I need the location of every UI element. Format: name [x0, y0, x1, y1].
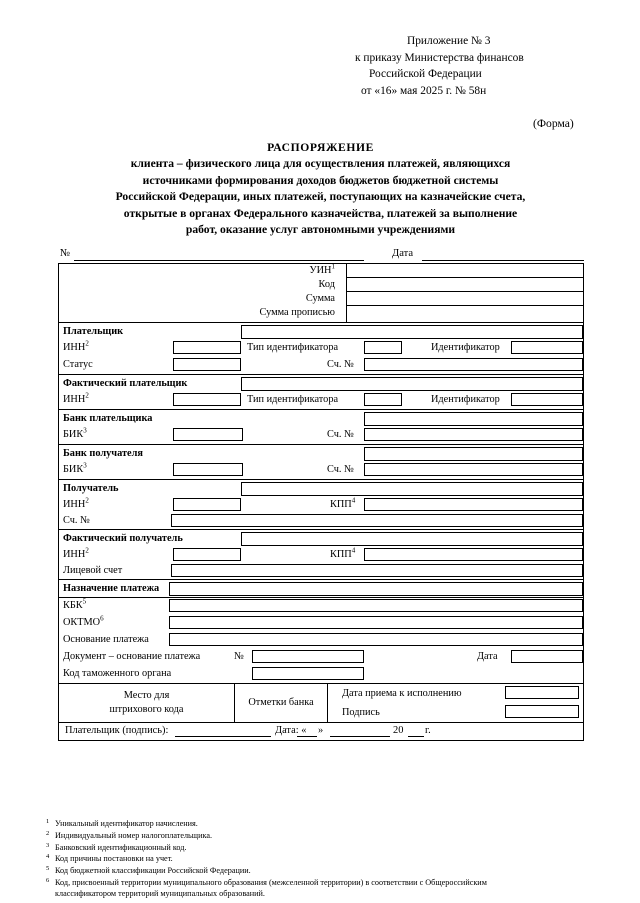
codes-band	[59, 598, 583, 684]
marks-band	[59, 684, 583, 723]
payer-inn-label: ИНН$^2$	[63, 339, 89, 353]
actual-payer-id-type-label: Тип идентификатора	[247, 394, 339, 405]
payer-signature-input[interactable]	[175, 736, 271, 737]
code-label: Код	[318, 279, 335, 290]
payer-inn-row	[59, 340, 583, 357]
signature-year-input[interactable]	[408, 736, 424, 737]
payment-order-table	[58, 263, 584, 741]
actual-payer-band	[59, 375, 583, 410]
footnote-6-marker: 6	[46, 876, 50, 884]
oktmo-row	[59, 615, 583, 632]
customs-code-input[interactable]	[252, 667, 364, 680]
actual-payer-inn-label: ИНН$^2$	[63, 391, 89, 405]
barcode-line-1: Место для	[123, 690, 170, 701]
payer-account-label: Сч. №	[327, 359, 354, 370]
payer-name-input[interactable]	[241, 325, 583, 339]
footnote-6	[46, 877, 594, 900]
actual-payer-id-type-input[interactable]	[364, 393, 402, 406]
title-sub-1: клиента – физического лица для осуществления платежей, являющихся	[130, 157, 511, 171]
footnote-3-text: Банковский идентификационный код.	[55, 842, 187, 852]
payer-bank-name-input[interactable]	[364, 412, 583, 426]
appendix-header	[355, 33, 605, 99]
recipient-bank-account-input[interactable]	[364, 463, 583, 476]
footnote-4-text: Код причины постановки на учет.	[55, 854, 173, 864]
actual-recipient-inn-input[interactable]	[173, 548, 241, 561]
footnote-6-text-cont: классификатором территорий муниципальных образований.	[55, 889, 265, 899]
doc-number-input[interactable]	[252, 650, 364, 663]
payer-title: Плательщик	[63, 326, 124, 337]
document-date-label: Дата	[392, 248, 414, 259]
recipient-account-input[interactable]	[171, 514, 583, 527]
payer-bank-bik-input[interactable]	[173, 428, 243, 441]
title-sub-2: источниками формирования доходов бюджетов бюджетной системы	[142, 173, 499, 187]
appendix-line-3: Российской Федерации	[369, 68, 482, 80]
payer-identifier-input[interactable]	[511, 341, 583, 354]
footnote-6-text: Код, присвоенный территории муниципального образования (межселенной территории) в соответствии с Общероссийским	[55, 877, 487, 887]
actual-recipient-personal-account-input[interactable]	[171, 564, 583, 577]
payer-title-row	[59, 323, 583, 340]
barcode-placeholder	[59, 684, 235, 722]
recipient-bank-bik-label: БИК$^3$	[63, 461, 87, 475]
doc-date-label: Дата	[477, 651, 498, 662]
recipient-inn-label: ИНН$^2$	[63, 496, 89, 510]
acceptance-signature-input[interactable]	[505, 705, 579, 718]
recipient-title: Получатель	[63, 483, 119, 494]
basis-input[interactable]	[169, 633, 583, 646]
basis-label: Основание платежа	[63, 634, 149, 645]
kbk-input[interactable]	[169, 599, 583, 612]
payer-status-row	[59, 357, 583, 374]
code-input[interactable]	[346, 278, 583, 292]
payer-bank-bik-label: БИК$^3$	[63, 426, 87, 440]
amount-label: Сумма	[305, 293, 335, 304]
footnote-5	[46, 865, 594, 876]
doc-number-label: №	[234, 651, 244, 662]
footnote-3	[46, 842, 594, 853]
actual-recipient-inn-label: ИНН$^2$	[63, 546, 89, 560]
footnote-5-marker: 5	[46, 865, 50, 873]
signature-year-prefix: 20	[393, 725, 404, 736]
recipient-bank-bik-input[interactable]	[173, 463, 243, 476]
appendix-line-4: от «16» мая 2025 г. № 58н	[361, 84, 487, 97]
amount-in-words-input[interactable]	[346, 306, 583, 322]
doc-basis-row	[59, 649, 583, 666]
payer-status-input[interactable]	[173, 358, 241, 371]
payer-band	[59, 323, 583, 375]
acceptance-signature-row	[328, 703, 583, 722]
recipient-kpp-input[interactable]	[364, 498, 583, 511]
actual-payer-title: Фактический плательщик	[63, 378, 188, 389]
oktmo-input[interactable]	[169, 616, 583, 629]
recipient-band	[59, 480, 583, 530]
barcode-line-2: штрихового кода	[109, 704, 184, 715]
recipient-bank-title: Банк получателя	[63, 448, 143, 459]
footnote-2	[46, 830, 594, 841]
form-word: (Форма)	[533, 117, 574, 130]
recipient-bank-account-label: Сч. №	[327, 464, 354, 475]
payer-signature-label: Плательщик (подпись):	[65, 725, 169, 736]
customs-code-row	[59, 666, 583, 683]
bank-marks-label: Отметки банка	[248, 697, 314, 708]
footnote-4-marker: 4	[46, 853, 50, 861]
acceptance-date-row	[328, 684, 583, 703]
kbk-row	[59, 598, 583, 615]
amount-in-words-label: Сумма прописью	[259, 307, 335, 318]
acceptance-date-label: Дата приема к исполнению	[342, 688, 462, 699]
footnote-3-marker: 3	[46, 841, 50, 849]
footnote-1-text: Уникальный идентификатор начисления.	[55, 819, 198, 828]
footnote-4	[46, 853, 594, 864]
actual-payer-name-input[interactable]	[241, 377, 583, 391]
actual-recipient-personal-account-row	[59, 563, 583, 579]
amount-band	[59, 264, 583, 323]
purpose-title: Назначение платежа	[63, 583, 160, 594]
payer-id-type-input[interactable]	[364, 341, 402, 354]
payer-bank-band	[59, 410, 583, 445]
recipient-account-label: Сч. №	[63, 515, 90, 526]
signature-year-suffix: г.	[425, 725, 431, 736]
uin-input[interactable]	[346, 264, 583, 278]
acceptance-cell	[328, 684, 583, 722]
title-sub-5: работ, оказание услуг автономными учреждениями	[185, 223, 456, 237]
payer-id-type-label: Тип идентификатора	[247, 342, 339, 353]
kbk-label: КБК$^5$	[63, 597, 87, 611]
footnote-5-text: Код бюджетной классификации Российской Федерации.	[55, 866, 251, 876]
uin-label: УИН$^1$	[309, 262, 335, 276]
recipient-inn-input[interactable]	[173, 498, 241, 511]
basis-row	[59, 632, 583, 649]
customs-code-label: Код таможенного органа	[63, 668, 172, 679]
signature-quote-close: »	[318, 725, 324, 736]
amount-input[interactable]	[346, 292, 583, 306]
recipient-title-row	[59, 480, 583, 497]
recipient-name-input[interactable]	[241, 482, 583, 496]
actual-recipient-title: Фактический получатель	[63, 533, 183, 544]
recipient-bank-name-input[interactable]	[364, 447, 583, 461]
signature-day-input[interactable]	[297, 736, 317, 737]
payer-inn-input[interactable]	[173, 341, 241, 354]
actual-payer-title-row	[59, 375, 583, 392]
purpose-title-band	[59, 580, 583, 598]
document-number-date-line	[58, 247, 584, 262]
actual-recipient-band	[59, 530, 583, 580]
document-number-input[interactable]	[74, 260, 364, 261]
payer-account-input[interactable]	[364, 358, 583, 371]
signature-month-input[interactable]	[330, 736, 390, 737]
payer-bank-account-input[interactable]	[364, 428, 583, 441]
payer-status-label: Статус	[63, 359, 93, 370]
actual-recipient-title-row	[59, 530, 583, 547]
payer-bank-bik-row	[59, 427, 583, 444]
purpose-input[interactable]	[169, 582, 583, 596]
footnote-1-marker: 1	[46, 818, 50, 825]
actual-recipient-kpp-label: КПП$^4$	[330, 546, 356, 560]
recipient-kpp-label: КПП$^4$	[330, 496, 356, 510]
footnote-2-marker: 2	[46, 829, 50, 837]
footnote-1	[46, 818, 594, 829]
document-number-label: №	[60, 248, 71, 259]
appendix-line-2: к приказу Министерства финансов	[355, 51, 524, 64]
purpose-title-row	[59, 580, 583, 597]
actual-recipient-name-input[interactable]	[241, 532, 583, 546]
acceptance-signature-label: Подпись	[342, 707, 380, 718]
footnote-2-text: Индивидуальный номер налогоплательщика.	[55, 830, 213, 840]
doc-basis-label: Документ – основание платежа	[63, 651, 201, 662]
signature-date-label: Дата: «	[275, 725, 307, 736]
payer-signature-band	[59, 723, 583, 741]
footnotes	[46, 818, 594, 900]
appendix-line-1: Приложение № 3	[407, 35, 491, 47]
title-main: РАСПОРЯЖЕНИЕ	[267, 141, 374, 154]
acceptance-date-input[interactable]	[505, 686, 579, 699]
actual-recipient-inn-row	[59, 547, 583, 563]
page-title	[58, 140, 583, 238]
actual-payer-identifier-input[interactable]	[511, 393, 583, 406]
payer-identifier-label: Идентификатор	[431, 342, 500, 353]
actual-payer-inn-row	[59, 392, 583, 409]
recipient-bank-title-row	[59, 445, 583, 462]
actual-payer-identifier-label: Идентификатор	[431, 394, 500, 405]
payer-bank-title-row	[59, 410, 583, 427]
title-sub-4: открытые в органах Федерального казначейства, платежей за выполнение	[123, 206, 518, 220]
title-sub-3: Российской Федерации, иных платежей, поступающих на казначейские счета,	[115, 190, 526, 204]
payer-bank-account-label: Сч. №	[327, 429, 354, 440]
oktmo-label: ОКТМО$^6$	[63, 614, 104, 628]
actual-payer-inn-input[interactable]	[173, 393, 241, 406]
recipient-inn-row	[59, 497, 583, 513]
recipient-bank-bik-row	[59, 462, 583, 479]
bank-marks-cell	[235, 684, 328, 722]
recipient-bank-band	[59, 445, 583, 480]
doc-date-input[interactable]	[511, 650, 583, 663]
document-date-input[interactable]	[422, 260, 584, 261]
recipient-account-row	[59, 513, 583, 529]
actual-recipient-kpp-input[interactable]	[364, 548, 583, 561]
payer-bank-title: Банк плательщика	[63, 413, 153, 424]
actual-recipient-personal-account-label: Лицевой счет	[63, 565, 123, 576]
